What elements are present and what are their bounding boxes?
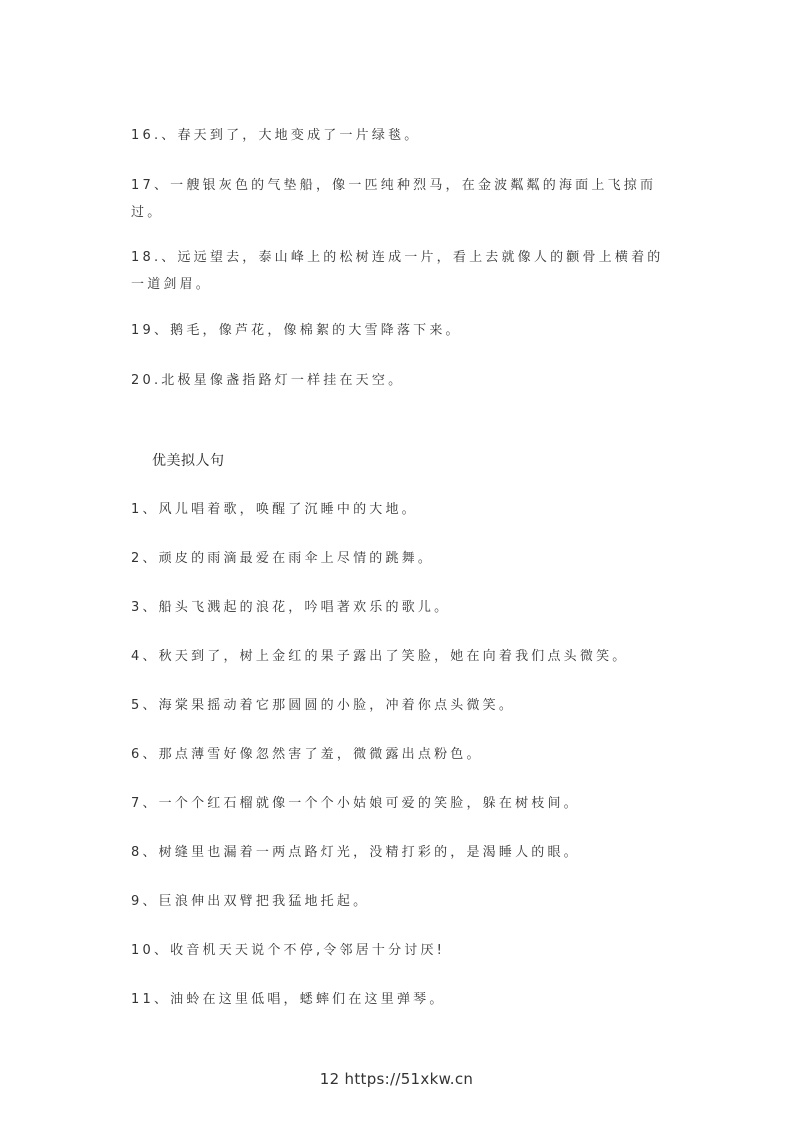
simile-20: 20.北极星像盏指路灯一样挂在天空。: [131, 373, 405, 388]
personification-6: 6、那点薄雪好像忽然害了羞，微微露出点粉色。: [131, 747, 483, 762]
simile-17: 17、一艘银灰色的气垫船，像一匹纯种烈马，在金波粼粼的海面上飞掠而过。: [131, 178, 657, 220]
simile-19: 19、鹅毛，像芦花，像棉絮的大雪降落下来。: [131, 323, 462, 338]
personification-1: 1、风儿唱着歌，唤醒了沉睡中的大地。: [131, 502, 418, 517]
page-footer: 12 https://51xkw.cn: [319, 1070, 474, 1088]
personification-9: 9、巨浪伸出双臂把我猛地托起。: [131, 894, 370, 909]
personification-3: 3、船头飞溅起的浪花，吟唱著欢乐的歌儿。: [131, 600, 451, 615]
personification-2: 2、顽皮的雨滴最爱在雨伞上尽情的跳舞。: [131, 551, 435, 566]
personification-10: 10、收音机天天说个不停,令邻居十分讨厌!: [131, 943, 446, 958]
simile-16: 16.、春天到了，大地变成了一片绿毯。: [131, 128, 421, 143]
section-heading-personification: 优美拟人句: [152, 453, 225, 469]
simile-18: 18.、远远望去，泰山峰上的松树连成一片，看上去就像人的颧骨上横着的一道剑眉。: [131, 250, 664, 292]
personification-7: 7、一个个红石榴就像一个个小姑娘可爱的笑脸，躲在树枝间。: [131, 796, 580, 811]
personification-8: 8、树缝里也漏着一两点路灯光，没精打彩的，是渴睡人的眼。: [131, 845, 580, 860]
personification-11: 11、油蛉在这里低唱，蟋蟀们在这里弹琴。: [131, 992, 446, 1007]
personification-4: 4、秋天到了，树上金红的果子露出了笑脸，她在向着我们点头微笑。: [131, 649, 629, 664]
personification-5: 5、海棠果摇动着它那圆圆的小脸，冲着你点头微笑。: [131, 698, 516, 713]
